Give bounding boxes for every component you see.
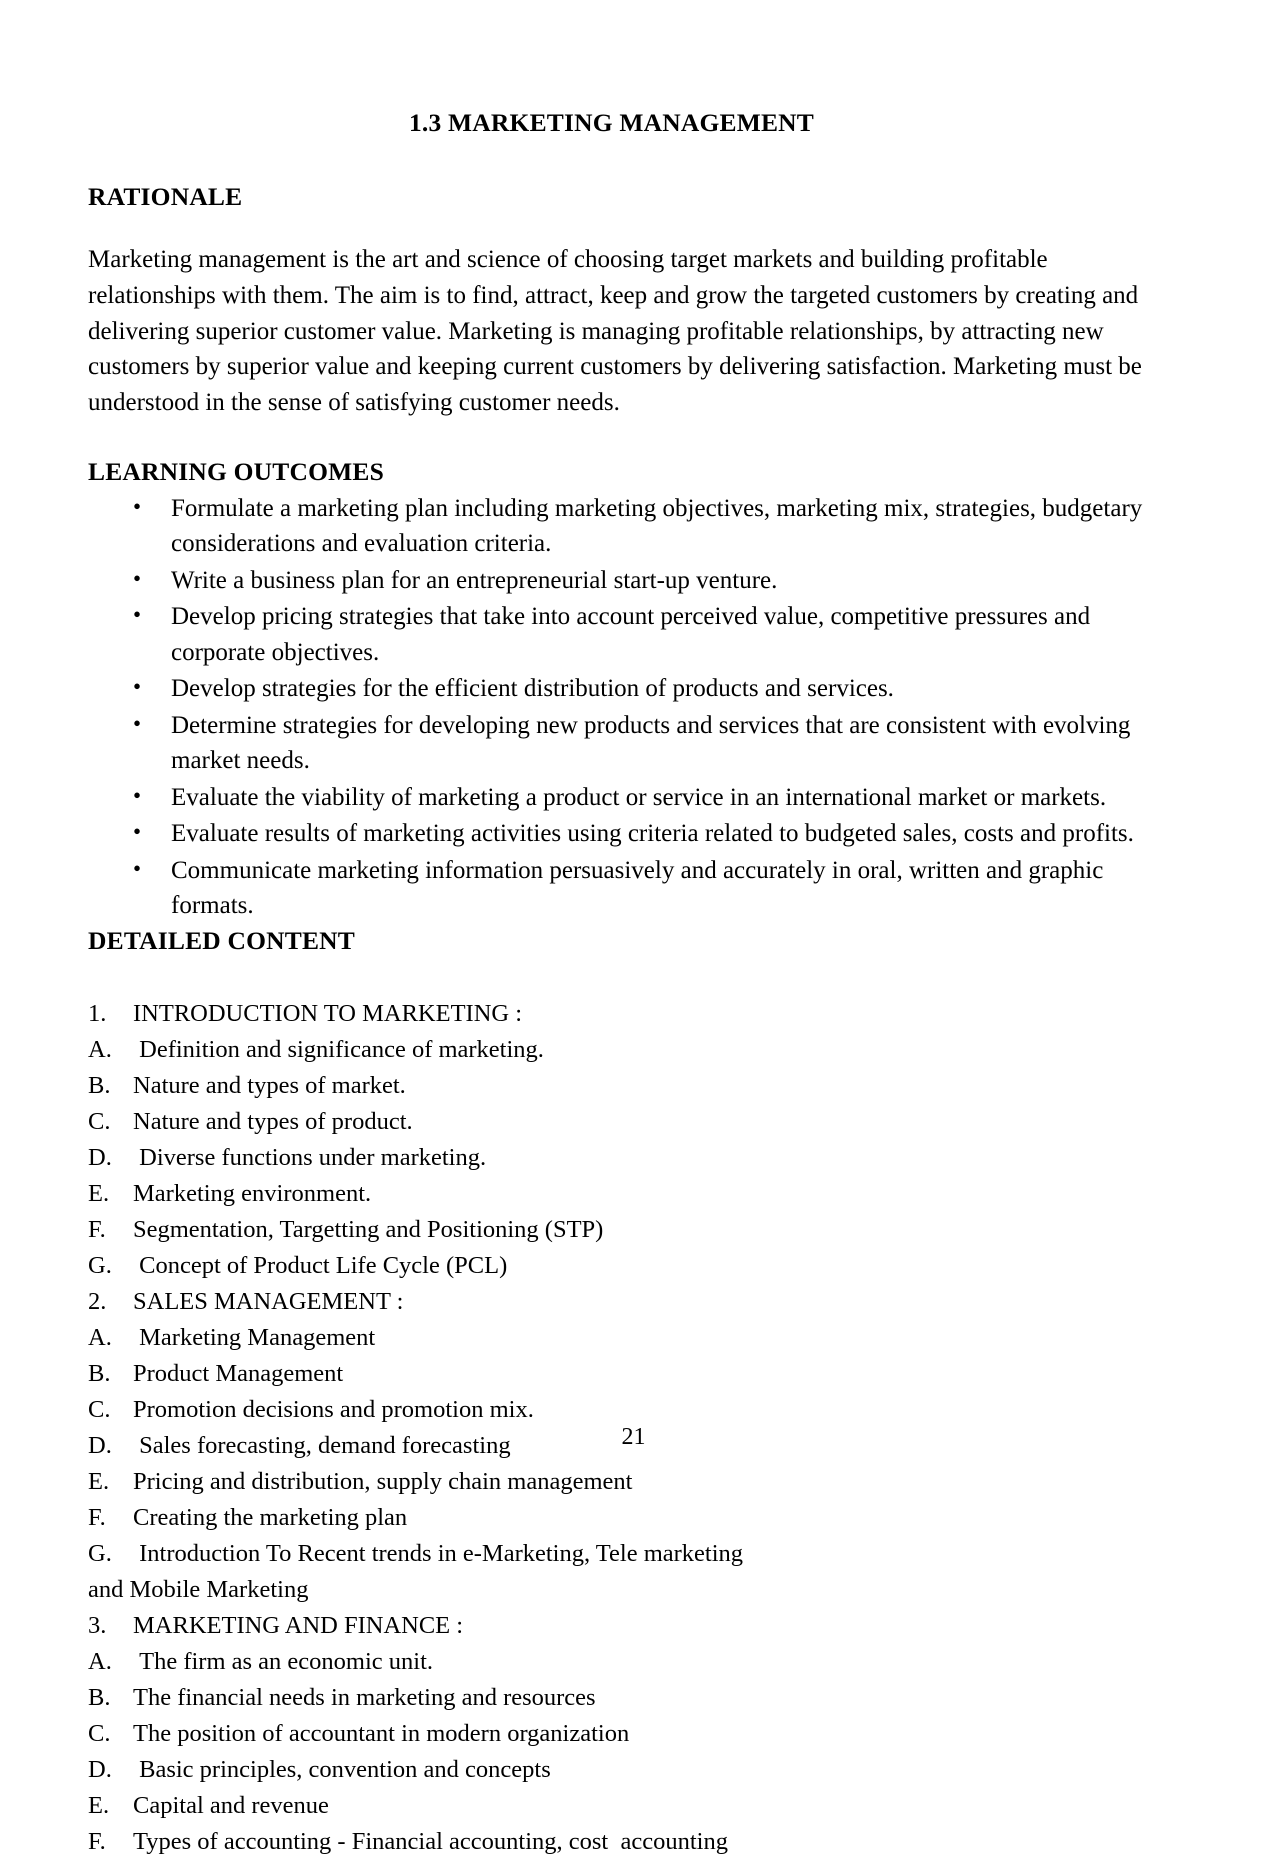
detailed-content-line — [88, 1752, 1171, 1788]
list-marker: F. — [88, 1503, 106, 1531]
learning-outcome-item — [88, 708, 1171, 779]
list-marker: C. — [88, 1395, 111, 1423]
detailed-content-line — [88, 1176, 1171, 1212]
detailed-content-line — [88, 1032, 1171, 1068]
detailed-content-heading: DETAILED CONTENT — [88, 925, 355, 955]
list-marker: 3. — [88, 1611, 107, 1639]
list-marker: G. — [88, 1251, 112, 1279]
detailed-content-line — [88, 1104, 1171, 1140]
detailed-content-line — [88, 996, 1171, 1032]
list-marker: B. — [88, 1359, 111, 1387]
detailed-content-text: Product Management — [133, 1359, 344, 1387]
list-marker: A. — [88, 1323, 112, 1351]
learning-outcome-text: Evaluate results of marketing activities using criteria related to budgeted sales, costs and profits. — [171, 820, 1134, 848]
detailed-content-text: Segmentation, Targetting and Positioning (STP) — [133, 1215, 604, 1243]
bullet-icon: • — [133, 674, 142, 700]
detailed-content-text: The financial needs in marketing and resources — [133, 1683, 596, 1711]
learning-outcome-text: Communicate marketing information persuasively and accurately in oral, written and graphic formats. — [171, 856, 1104, 920]
detailed-content-line — [88, 1680, 1171, 1716]
detailed-content-line — [88, 1824, 1171, 1860]
list-marker: G. — [88, 1539, 112, 1567]
detailed-content-text: Introduction To Recent trends in e-Marketing, Tele marketing — [133, 1539, 744, 1567]
learning-outcome-text: Develop strategies for the efficient distribution of products and services. — [171, 675, 894, 703]
learning-outcomes-heading: LEARNING OUTCOMES — [88, 456, 384, 486]
detailed-content-text: Nature and types of market. — [133, 1071, 406, 1099]
list-marker: D. — [88, 1143, 112, 1171]
detailed-content-text: Basic principles, convention and concepts — [133, 1755, 551, 1783]
bullet-icon: • — [133, 493, 142, 519]
detailed-content-line — [88, 1644, 1171, 1680]
list-marker: E. — [88, 1179, 110, 1207]
list-marker: E. — [88, 1467, 110, 1495]
detailed-content-text: Promotion decisions and promotion mix. — [133, 1395, 534, 1423]
rationale-heading: RATIONALE — [88, 182, 243, 211]
detailed-content-text: Diverse functions under marketing. — [133, 1143, 487, 1171]
list-marker: F. — [88, 1215, 106, 1243]
list-marker: E. — [88, 1791, 110, 1819]
learning-outcome-item — [88, 671, 1171, 707]
detailed-content-line — [88, 1068, 1171, 1104]
detailed-content-text: INTRODUCTION TO MARKETING : — [133, 999, 523, 1027]
learning-outcome-item — [88, 780, 1171, 816]
learning-outcomes-list — [88, 491, 1171, 924]
list-marker: D. — [88, 1431, 112, 1459]
learning-outcome-item — [88, 816, 1171, 852]
detailed-content-text: Pricing and distribution, supply chain management — [133, 1467, 633, 1495]
detailed-content-line — [88, 1500, 1171, 1536]
detailed-content-text: The firm as an economic unit. — [133, 1647, 434, 1675]
list-marker: A. — [88, 1035, 112, 1063]
detailed-content-line — [88, 1536, 1171, 1572]
list-marker: C. — [88, 1719, 111, 1747]
bullet-icon: • — [133, 565, 142, 591]
page-number: 21 — [621, 1424, 646, 1450]
detailed-content-text: SALES MANAGEMENT : — [133, 1287, 404, 1315]
detailed-content-line — [88, 1284, 1171, 1320]
list-marker: D. — [88, 1755, 112, 1783]
detailed-content-text: MARKETING AND FINANCE : — [133, 1611, 464, 1639]
learning-outcome-text: Develop pricing strategies that take into account perceived value, competitive pressures and corporate objectives. — [171, 603, 1091, 666]
detailed-content-line — [88, 1392, 1171, 1428]
detailed-content-line — [88, 1356, 1171, 1392]
learning-outcome-text: Write a business plan for an entrepreneurial start-up venture. — [171, 566, 778, 594]
detailed-content-line — [88, 1140, 1171, 1176]
detailed-content-text: Sales forecasting, demand forecasting — [133, 1431, 511, 1459]
list-marker: 1. — [88, 999, 107, 1027]
detailed-content-line — [88, 1788, 1171, 1824]
learning-outcome-text: Determine strategies for developing new products and services that are consistent with evolving market needs. — [171, 711, 1131, 775]
list-marker: 2. — [88, 1287, 107, 1315]
detailed-content-text: Capital and revenue — [133, 1791, 329, 1819]
detailed-content-line — [88, 1320, 1171, 1356]
detailed-content-text: Nature and types of product. — [133, 1107, 413, 1135]
detailed-content-line — [88, 1608, 1171, 1644]
detailed-content-line — [88, 1248, 1171, 1284]
learning-outcome-item — [88, 563, 1171, 599]
learning-outcome-item — [88, 853, 1171, 924]
learning-outcome-item — [88, 491, 1171, 562]
bullet-icon: • — [133, 855, 142, 881]
detailed-content-line — [88, 1212, 1171, 1248]
detailed-content-text: Creating the marketing plan — [133, 1503, 408, 1531]
detailed-content-text: The position of accountant in modern organization — [133, 1719, 630, 1747]
detailed-content-text: Definition and significance of marketing. — [133, 1035, 544, 1063]
learning-outcome-text: Evaluate the viability of marketing a product or service in an international market or markets. — [171, 783, 1107, 811]
list-marker: B. — [88, 1071, 111, 1099]
detailed-content-line — [88, 1716, 1171, 1752]
bullet-icon: • — [133, 602, 142, 628]
rationale-paragraph: Marketing management is the art and science of choosing target markets and building profitable relationships with them. The aim is to find, attract, keep and grow the targeted customers by creating and delivering superior customer value. Marketing is managing profitable relationships, by attracting new customers by superior value and keeping current customers by delivering satisfaction. Marketing must be understood in the sense of satisfying customer needs. — [88, 246, 1142, 416]
list-marker: F. — [88, 1827, 106, 1855]
bullet-icon: • — [133, 819, 142, 845]
list-marker: C. — [88, 1107, 111, 1135]
page-title: 1.3 MARKETING MANAGEMENT — [408, 108, 814, 137]
learning-outcome-item — [88, 599, 1171, 670]
detailed-content-line — [88, 1464, 1171, 1500]
list-marker: A. — [88, 1647, 112, 1675]
detailed-content-text: Types of accounting - Financial accounting, cost accounting — [133, 1827, 728, 1855]
detailed-content-text: Marketing Management — [133, 1323, 376, 1351]
detailed-content-text: Concept of Product Life Cycle (PCL) — [133, 1251, 508, 1279]
detailed-content-text: and Mobile Marketing — [88, 1575, 309, 1603]
bullet-icon: • — [133, 710, 142, 736]
detailed-content-text: Marketing environment. — [133, 1179, 372, 1207]
detailed-content-line — [88, 1572, 1171, 1608]
list-marker: B. — [88, 1683, 111, 1711]
learning-outcome-text: Formulate a marketing plan including marketing objectives, marketing mix, strategies, budgetary considerations and evaluation criteria. — [171, 494, 1143, 558]
bullet-icon: • — [133, 782, 142, 808]
